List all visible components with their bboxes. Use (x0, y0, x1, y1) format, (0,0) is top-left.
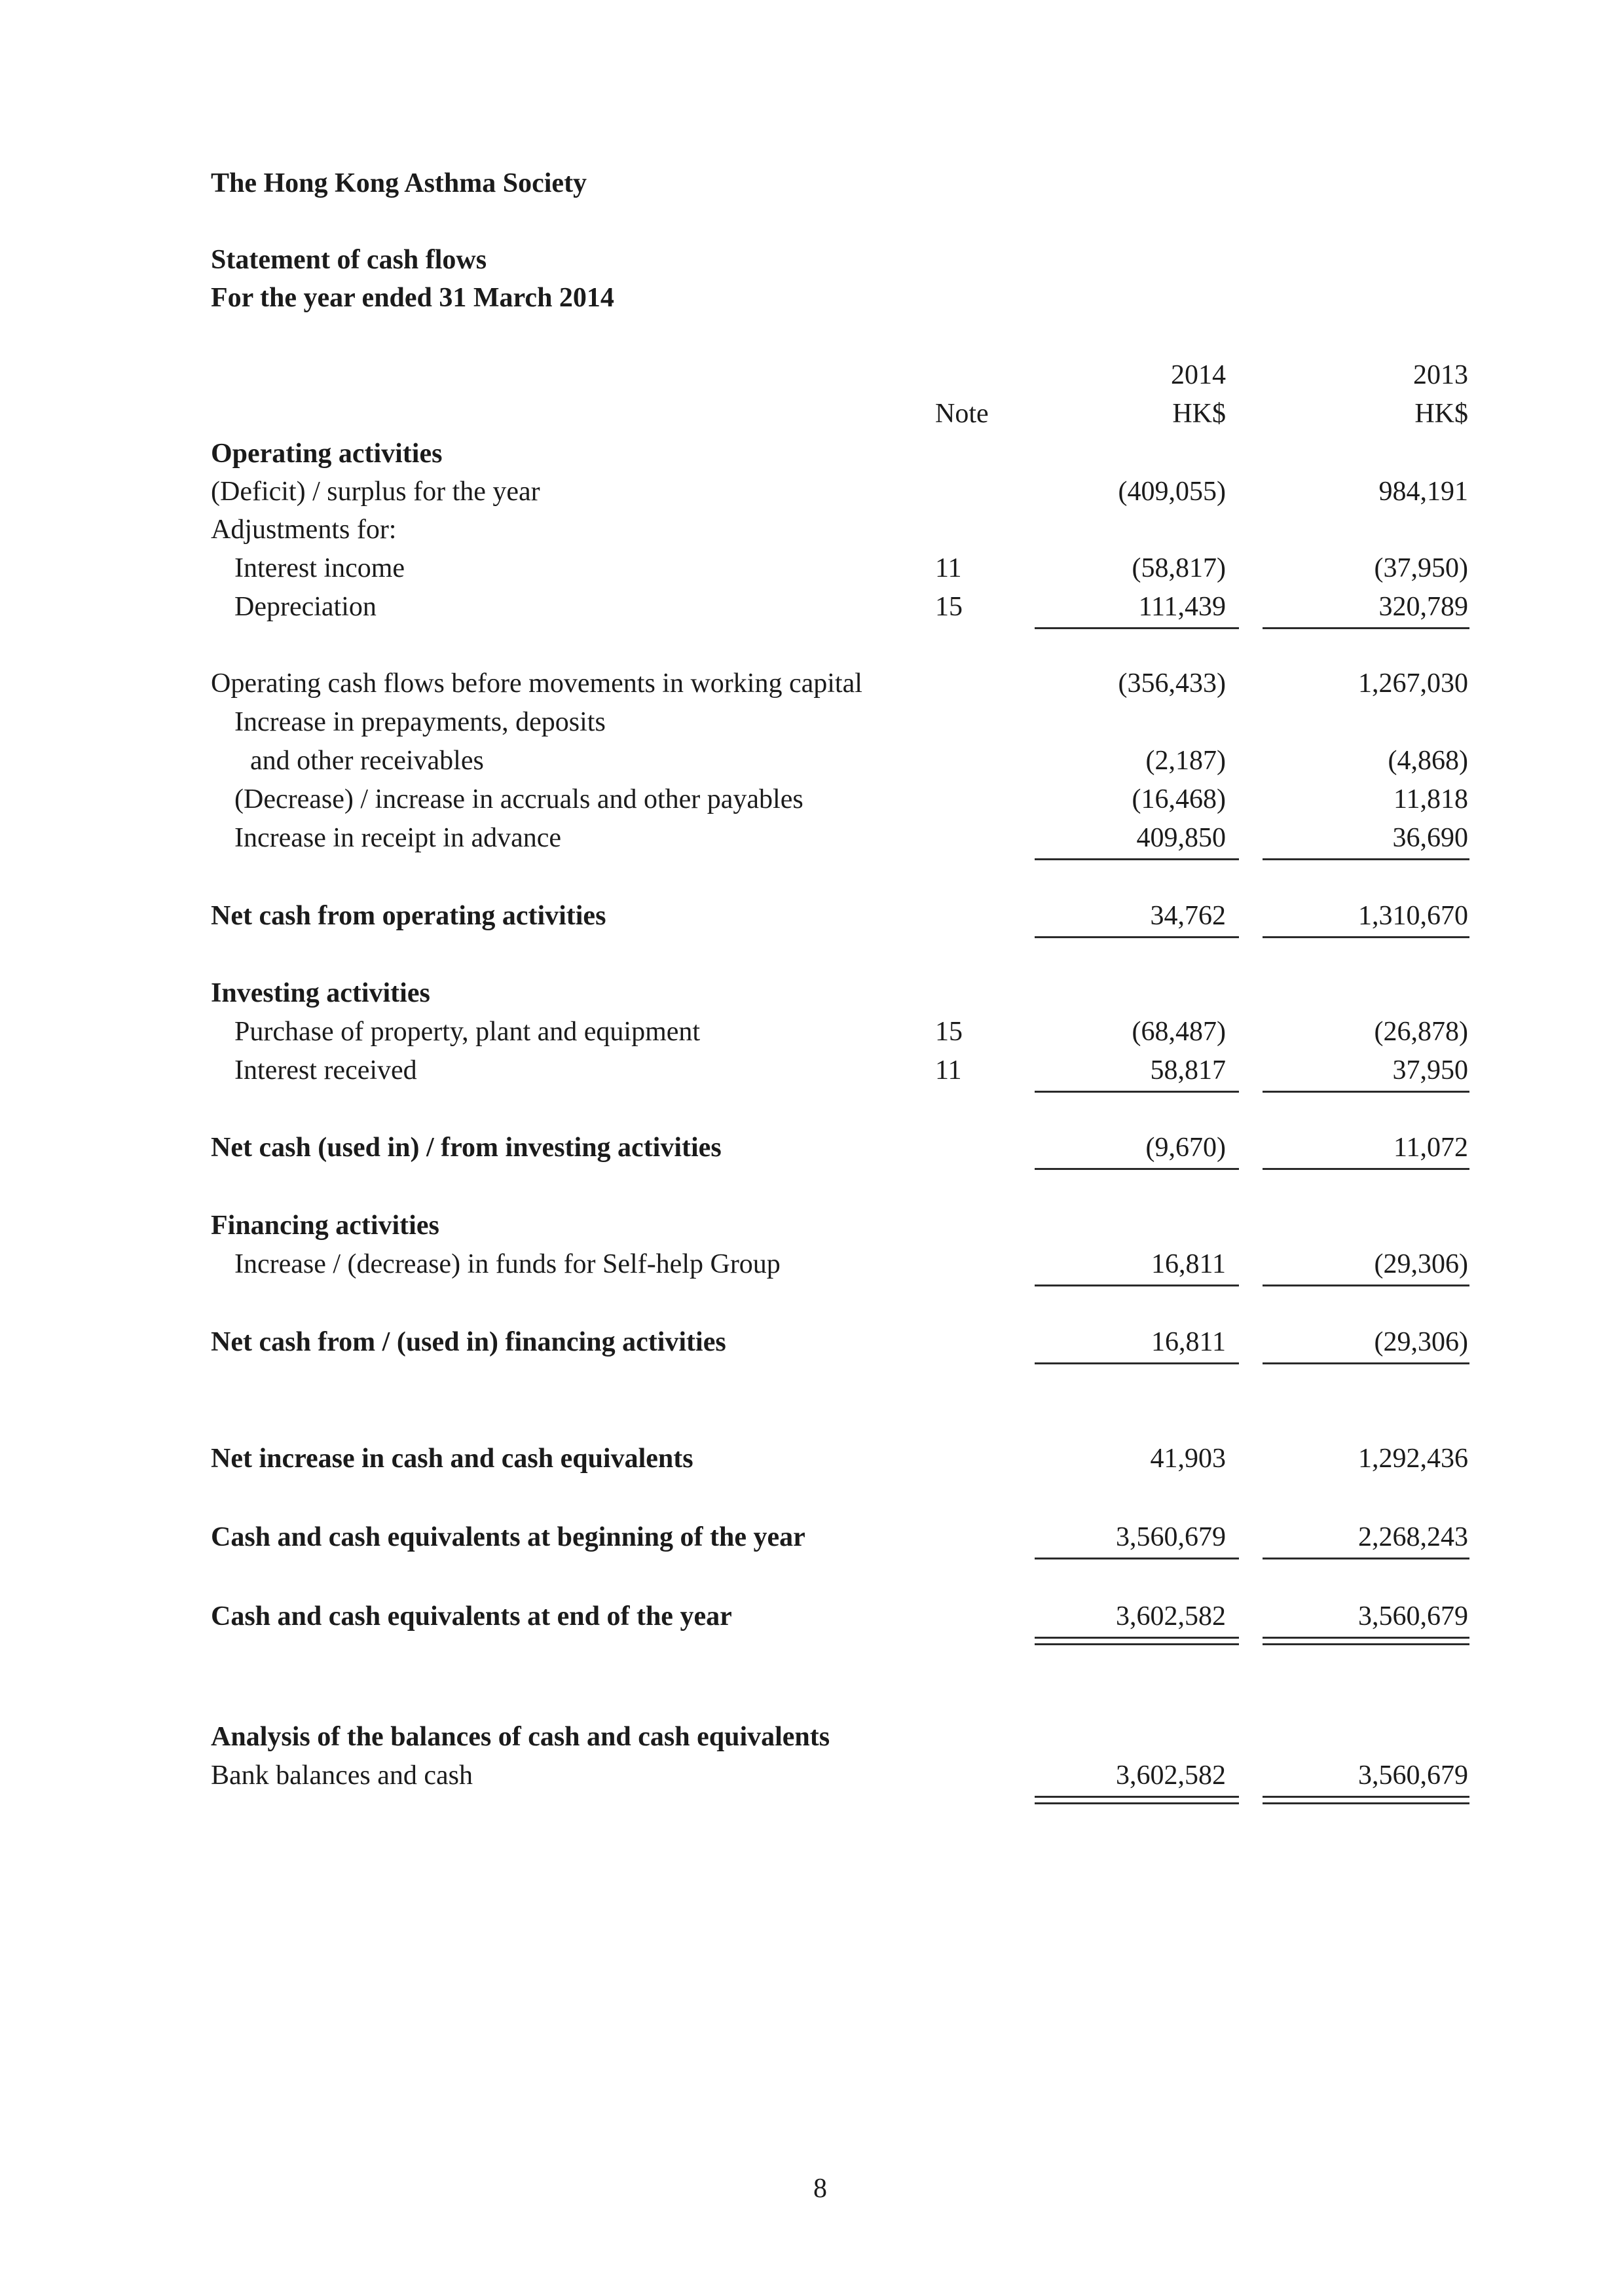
double-underline-bank-2013-bottom (1263, 1802, 1469, 1804)
purchase-ppe-2013: (26,878) (1374, 1017, 1468, 1047)
double-underline-bank-2013-top (1263, 1796, 1469, 1798)
net-financing-2014: 16,811 (1151, 1327, 1226, 1357)
bank-balances-2013: 3,560,679 (1358, 1760, 1468, 1791)
net-increase-label: Net increase in cash and cash equivalents (211, 1444, 693, 1474)
cash-beginning-2014: 3,560,679 (1116, 1522, 1226, 1552)
prepayments-2014: (2,187) (1145, 746, 1226, 776)
interest-received-2013: 37,950 (1392, 1055, 1468, 1085)
underline-interest-received-2013 (1263, 1091, 1469, 1093)
cash-beginning-label: Cash and cash equivalents at beginning of the year (211, 1522, 805, 1552)
surplus-2013: 984,191 (1378, 477, 1468, 507)
receipt-in-advance-2014: 409,850 (1136, 823, 1226, 853)
double-underline-bank-2014-bottom (1035, 1802, 1239, 1804)
net-operating-2014: 34,762 (1150, 901, 1226, 931)
adjustments-label: Adjustments for: (211, 515, 397, 545)
operating-heading: Operating activities (211, 439, 443, 469)
net-investing-2014: (9,670) (1145, 1133, 1226, 1163)
accruals-label: (Decrease) / increase in accruals and other payables (234, 784, 803, 814)
net-operating-2013: 1,310,670 (1358, 901, 1468, 931)
net-increase-2013: 1,292,436 (1358, 1444, 1468, 1474)
prepayments-label-line2: and other receivables (250, 746, 484, 776)
interest-income-2014: (58,817) (1132, 553, 1226, 583)
underline-interest-received-2014 (1035, 1091, 1239, 1093)
self-help-funds-label: Increase / (decrease) in funds for Self-help Group (234, 1249, 781, 1279)
bank-balances-label: Bank balances and cash (211, 1760, 473, 1791)
purchase-ppe-note: 15 (935, 1017, 963, 1047)
underline-net-financing-2013 (1263, 1362, 1469, 1364)
cash-end-2013: 3,560,679 (1358, 1601, 1468, 1631)
bank-balances-2014: 3,602,582 (1116, 1760, 1226, 1791)
underline-net-investing-2013 (1263, 1168, 1469, 1170)
interest-received-note: 11 (935, 1055, 962, 1085)
column-note: Note (935, 399, 989, 429)
underline-net-investing-2014 (1035, 1168, 1239, 1170)
cash-end-2014: 3,602,582 (1116, 1601, 1226, 1631)
self-help-funds-2014: 16,811 (1151, 1249, 1226, 1279)
before-working-capital-label: Operating cash flows before movements in working capital (211, 668, 862, 699)
purchase-ppe-label: Purchase of property, plant and equipment (234, 1017, 701, 1047)
investing-heading: Investing activities (211, 978, 430, 1008)
surplus-label: (Deficit) / surplus for the year (211, 477, 540, 507)
interest-income-note: 11 (935, 553, 962, 583)
cash-end-label: Cash and cash equivalents at end of the year (211, 1601, 732, 1631)
column-year-2013: 2013 (1413, 360, 1468, 390)
underline-cash-beginning-2013 (1263, 1558, 1469, 1559)
double-underline-cash-end-2014-bottom (1035, 1643, 1239, 1645)
underline-receipt-2013 (1263, 858, 1469, 860)
accruals-2014: (16,468) (1132, 784, 1226, 814)
net-investing-2013: 11,072 (1393, 1133, 1468, 1163)
prepayments-label-line1: Increase in prepayments, deposits (234, 707, 606, 737)
self-help-funds-2013: (29,306) (1374, 1249, 1468, 1279)
net-increase-2014: 41,903 (1150, 1444, 1226, 1474)
interest-income-2013: (37,950) (1374, 553, 1468, 583)
double-underline-cash-end-2014-top (1035, 1637, 1239, 1639)
statement-period: For the year ended 31 March 2014 (211, 283, 614, 313)
net-investing-label: Net cash (used in) / from investing activities (211, 1133, 722, 1163)
underline-receipt-2014 (1035, 858, 1239, 860)
receipt-in-advance-label: Increase in receipt in advance (234, 823, 562, 853)
column-year-2014: 2014 (1171, 360, 1226, 390)
underline-depreciation-2013 (1263, 627, 1469, 629)
accruals-2013: 11,818 (1393, 784, 1468, 814)
prepayments-2013: (4,868) (1388, 746, 1468, 776)
page-number: 8 (813, 2174, 827, 2204)
surplus-2014: (409,055) (1118, 477, 1226, 507)
before-working-capital-2013: 1,267,030 (1358, 668, 1468, 699)
underline-cash-beginning-2014 (1035, 1558, 1239, 1559)
double-underline-cash-end-2013-top (1263, 1637, 1469, 1639)
underline-net-financing-2014 (1035, 1362, 1239, 1364)
receipt-in-advance-2013: 36,690 (1392, 823, 1468, 853)
underline-self-help-2013 (1263, 1285, 1469, 1286)
underline-depreciation-2014 (1035, 627, 1239, 629)
interest-received-2014: 58,817 (1150, 1055, 1226, 1085)
underline-self-help-2014 (1035, 1285, 1239, 1286)
cash-beginning-2013: 2,268,243 (1358, 1522, 1468, 1552)
column-currency-2014: HK$ (1172, 399, 1226, 429)
net-financing-2013: (29,306) (1374, 1327, 1468, 1357)
financing-heading: Financing activities (211, 1211, 439, 1241)
double-underline-bank-2014-top (1035, 1796, 1239, 1798)
net-operating-label: Net cash from operating activities (211, 901, 606, 931)
underline-net-operating-2014 (1035, 936, 1239, 938)
underline-net-operating-2013 (1263, 936, 1469, 938)
depreciation-2013: 320,789 (1378, 592, 1468, 622)
before-working-capital-2014: (356,433) (1118, 668, 1226, 699)
analysis-heading: Analysis of the balances of cash and cash equivalents (211, 1722, 830, 1752)
interest-received-label: Interest received (234, 1055, 417, 1085)
depreciation-note: 15 (935, 592, 963, 622)
depreciation-2014: 111,439 (1138, 592, 1226, 622)
depreciation-label: Depreciation (234, 592, 377, 622)
purchase-ppe-2014: (68,487) (1132, 1017, 1226, 1047)
statement-title: Statement of cash flows (211, 245, 487, 275)
interest-income-label: Interest income (234, 553, 405, 583)
column-currency-2013: HK$ (1414, 399, 1468, 429)
organization-name: The Hong Kong Asthma Society (211, 168, 587, 198)
net-financing-label: Net cash from / (used in) financing activities (211, 1327, 726, 1357)
double-underline-cash-end-2013-bottom (1263, 1643, 1469, 1645)
